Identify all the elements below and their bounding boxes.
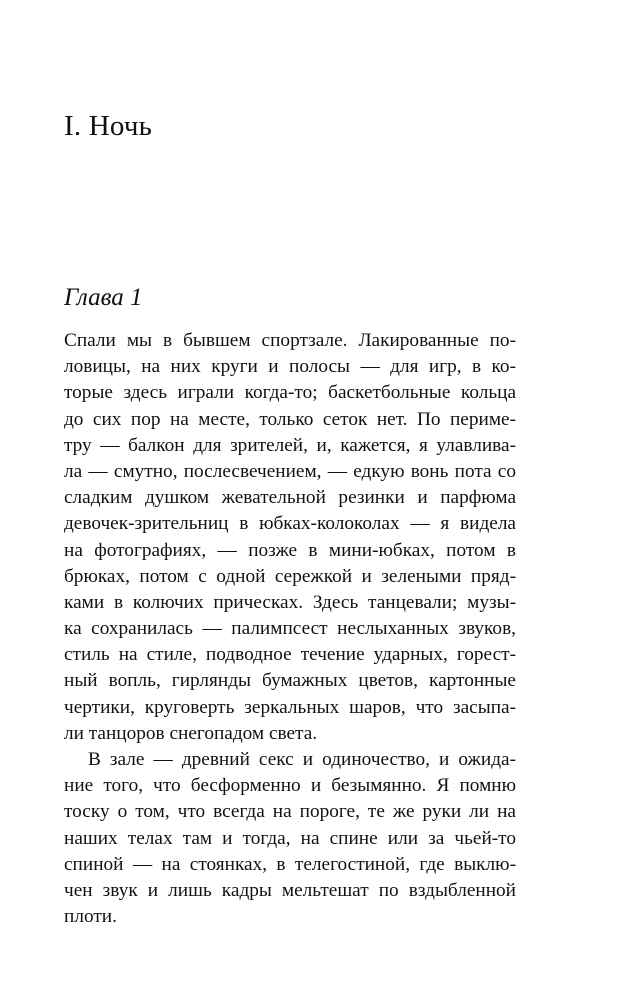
paragraph	[64, 747, 516, 930]
text-line: чен звук и лишь кадры мельтешат по вздыбленной	[64, 879, 516, 901]
text-line: тру — балкон для зрителей, и, кажется, я улавлива-	[64, 434, 516, 456]
chapter-text	[64, 328, 516, 930]
text-line: ками в колючих прическах. Здесь танцевали; музы-	[64, 591, 516, 613]
text-line: чертики, круговерть зеркальных шаров, что засыпа-	[64, 696, 516, 718]
text-line: на фотографиях, — позже в мини-юбках, потом в	[64, 539, 516, 561]
text-line: сладким душком жевательной резинки и парфюма	[64, 487, 516, 509]
text-line: В зале — древний секс и одиночество, и ожида-	[88, 749, 516, 770]
text-line: тоску о том, что всегда на пороге, те же руки ли на	[64, 801, 516, 823]
paragraph	[64, 328, 516, 747]
text-line: плоти.	[64, 906, 117, 928]
text-line: торые здесь играли когда-то; баскетбольные кольца	[64, 382, 516, 404]
part-title: I. Ночь	[64, 110, 153, 142]
text-line: брюках, потом с одной сережкой и зелеными пряд-	[64, 565, 516, 587]
text-line: ли танцоров снегопадом света.	[64, 722, 318, 744]
text-line: ла — смутно, послесвечением, — едкую вонь пота со	[64, 460, 516, 482]
text-line: наших телах там и тогда, на спине или за чьей-то	[64, 827, 516, 849]
text-line: стиль на стиле, подводное течение ударных, горест-	[64, 644, 516, 666]
text-line: ловицы, на них круги и полосы — для игр, в ко-	[64, 356, 516, 378]
text-line: ние того, что бесформенно и безымянно. Я помню	[64, 775, 516, 797]
text-line: до сих пор на месте, только сеток нет. По периме-	[64, 408, 516, 430]
text-line: ка сохранилась — палимпсест неслыханных звуков,	[64, 618, 516, 640]
text-line: девочек-зрительниц в юбках-колоколах — я видела	[64, 513, 516, 535]
chapter-title: Глава 1	[64, 284, 143, 311]
text-line: спиной — на стоянках, в телегостиной, где выклю-	[64, 853, 516, 875]
text-line: ный вопль, гирлянды бумажных цветов, картонные	[64, 670, 516, 692]
text-line: Спали мы в бывшем спортзале. Лакированные по-	[64, 330, 516, 351]
